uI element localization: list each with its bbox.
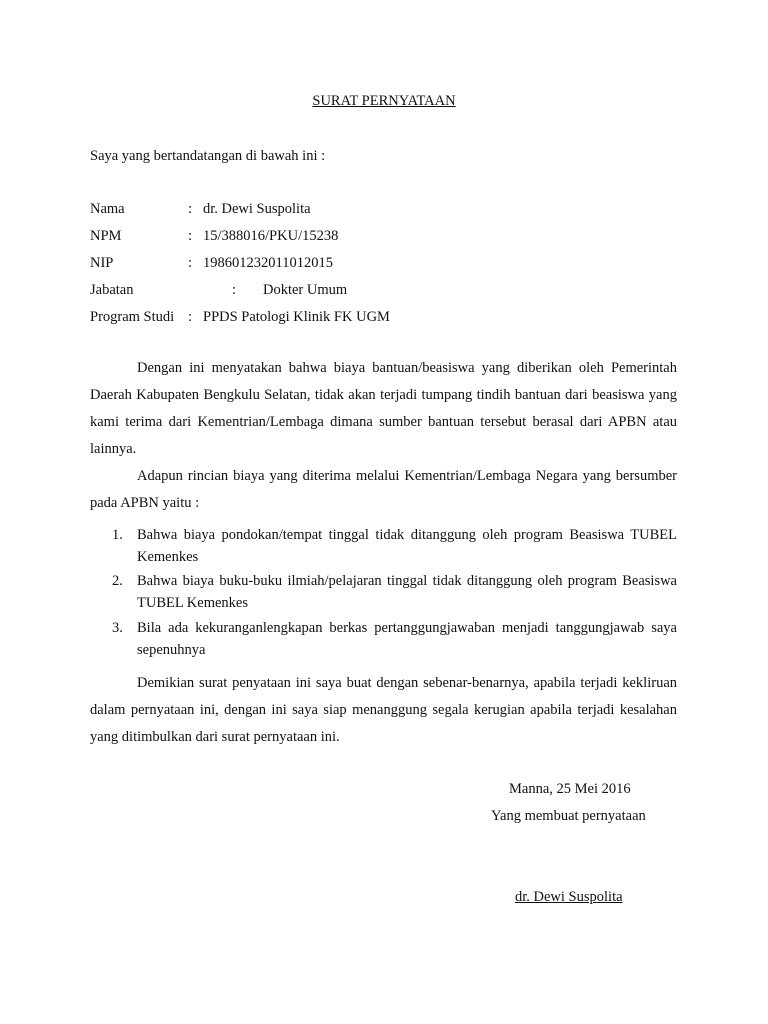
statement-paragraph: Dengan ini menyatakan bahwa biaya bantuan/beasiswa yang diberikan oleh Pemerintah Daerah Kabupaten Bengkulu Selatan, tidak akan terjadi tumpang tindih bantuan dari beasiswa yang kami terima dari Kementrian/Lembaga dimana sumber bantuan tersebut berasal dari APBN atau lainnya. — [90, 360, 677, 457]
list-item-number: 1. — [112, 527, 123, 543]
details-paragraph: Adapun rincian biaya yang diterima melalui Kementrian/Lembaga Negara yang bersumber pada APBN yaitu : — [90, 468, 677, 511]
identity-value: PPDS Patologi Klinik FK UGM — [203, 309, 390, 325]
intro-text: Saya yang bertandatangan di bawah ini : — [90, 148, 326, 164]
identity-value: 198601232011012015 — [203, 255, 333, 271]
list-item-text: Bila ada kekuranganlengkapan berkas pertanggungjawaban menjadi tanggungjawab saya sepenuhnya — [137, 620, 677, 658]
signer-role: Yang membuat pernyataan — [491, 808, 646, 824]
signer-name: dr. Dewi Suspolita — [515, 889, 623, 905]
document-title: SURAT PERNYATAAN — [312, 93, 456, 109]
identity-label: Jabatan — [90, 282, 134, 298]
list-item-number: 2. — [112, 573, 123, 589]
identity-label: Nama — [90, 201, 125, 217]
place-date: Manna, 25 Mei 2016 — [509, 781, 631, 797]
list-item-text: Bahwa biaya pondokan/tempat tinggal tidak ditanggung oleh program Beasiswa TUBEL Kemenkes — [137, 527, 677, 565]
identity-colon: : — [188, 255, 193, 271]
identity-colon: : — [188, 228, 193, 244]
identity-label: Program Studi — [90, 309, 175, 325]
list-item-text: Bahwa biaya buku-buku ilmiah/pelajaran tinggal tidak ditanggung oleh program Beasiswa TUBEL Kemenkes — [137, 573, 677, 611]
identity-colon: : — [232, 282, 237, 298]
identity-label: NIP — [90, 255, 114, 271]
identity-value: Dokter Umum — [263, 282, 348, 298]
closing-paragraph: Demikian surat penyataan ini saya buat dengan sebenar-benarnya, apabila terjadi kekliruan dalam pernyataan ini, dengan ini saya siap menanggung segala kerugian apabila terjadi kesalahan yang ditimbulkan dari surat pernyataan ini. — [90, 675, 677, 745]
identity-colon: : — [188, 309, 193, 325]
identity-value: 15/388016/PKU/15238 — [203, 228, 339, 244]
identity-label: NPM — [90, 228, 122, 244]
identity-value: dr. Dewi Suspolita — [203, 201, 311, 217]
identity-colon: : — [188, 201, 193, 217]
list-item-number: 3. — [112, 620, 123, 636]
